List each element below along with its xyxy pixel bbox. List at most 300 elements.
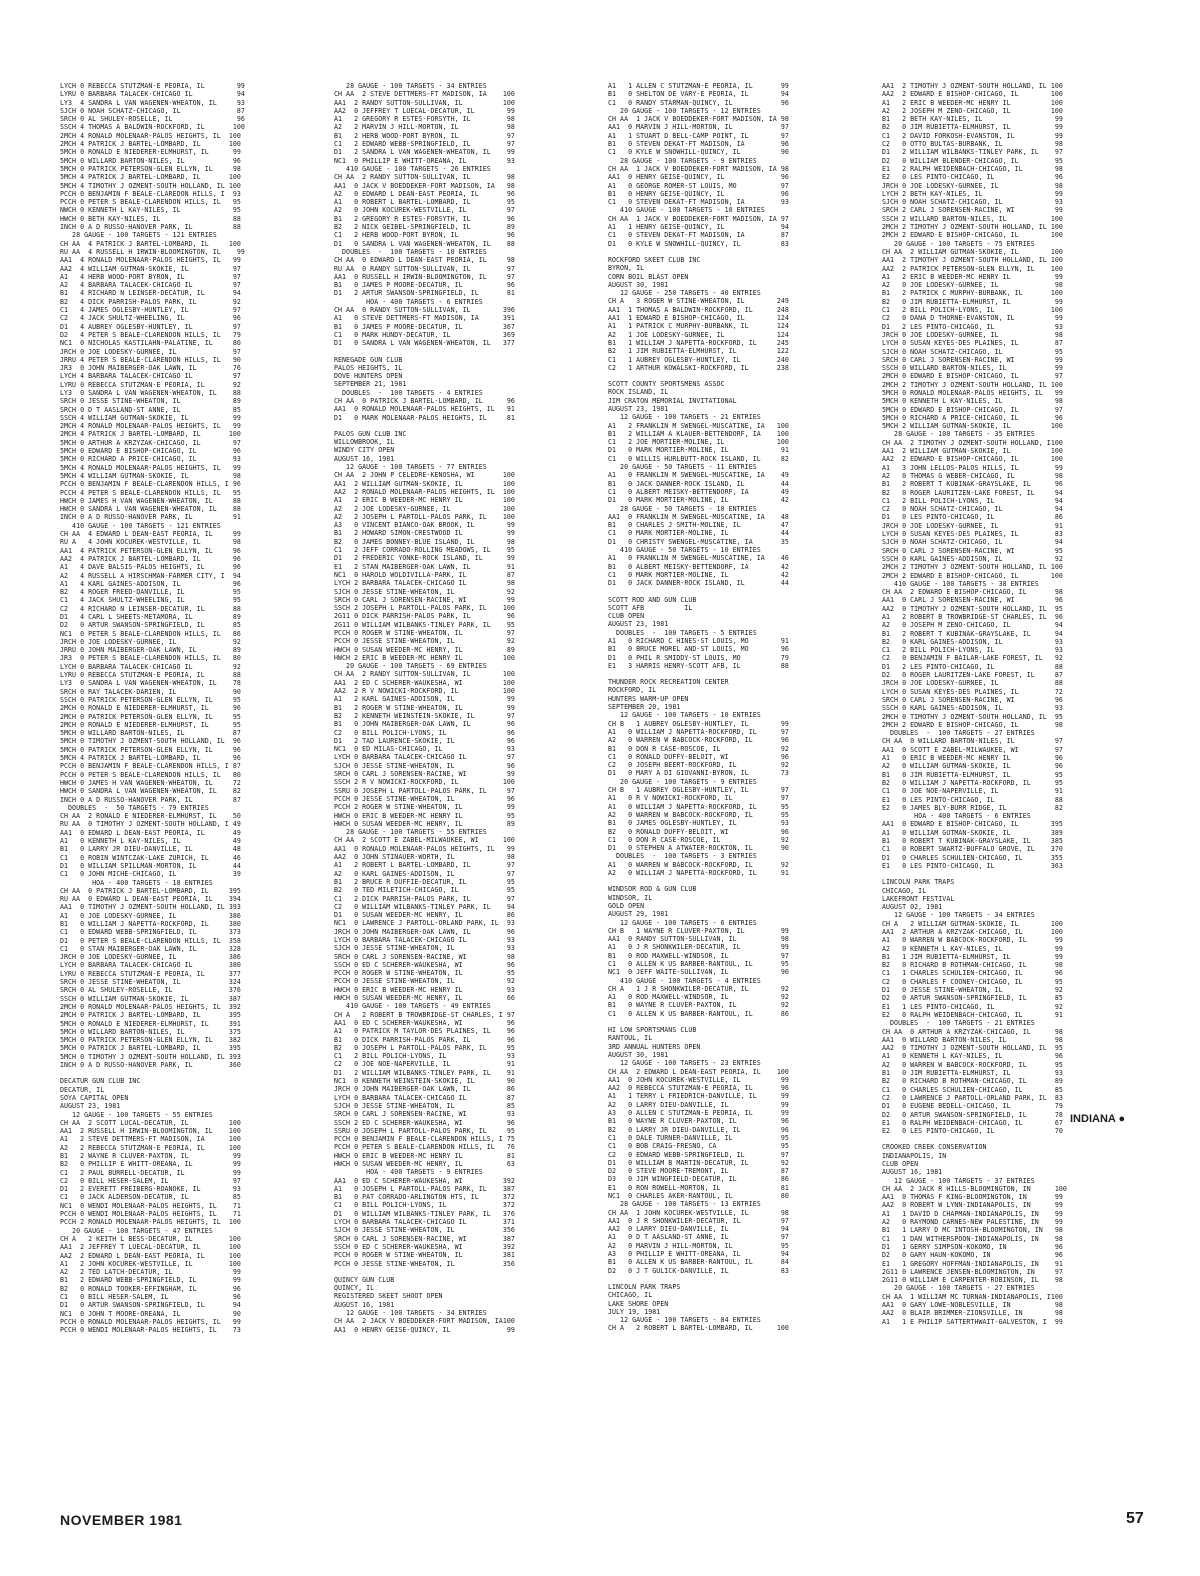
result-line: HUNTERS WARM-UP OPEN xyxy=(608,694,689,703)
result-line: LYCH 0 BARBARA TALACEK-CHICAGO IL 93 xyxy=(334,935,515,944)
result-line: PCCH 0 PETER S BEALE-CLARENDON HILLS, IL 76 xyxy=(334,1143,515,1152)
result-line: DOUBLES - 100 TARGETS - 27 ENTRIES xyxy=(882,729,1035,738)
result-line: INCH 0 A D RUSSO-HANOVER PARK, IL 360 xyxy=(60,1061,241,1070)
result-line: PCCH 2 ROGER W STINE-WHEATON, IL 99 xyxy=(334,803,515,812)
result-line: AA2 2 RONALD MOLENAAR-PALOS HEIGHTS, IL 100 xyxy=(334,487,515,496)
result-line: LY3 0 SANDRA L VAN WAGENEN-WHEATON, IL 88 xyxy=(60,388,241,397)
result-line: WINDY CITY OPEN xyxy=(334,446,395,455)
result-line: AA1 0 THOMAS F KING-BLOOMINGTON, IN 99 xyxy=(882,1193,1063,1202)
result-line: CLUB OPEN xyxy=(608,612,645,621)
result-line: HWCH 0 ERIC B WEEDER-MC HENRY IL 95 xyxy=(334,811,515,820)
result-line: SRCH 0 CARL J SORENSEN-RACINE, WI 96 xyxy=(882,695,1063,704)
result-line: AA2 2 EDWARD E BISHOP-CHICAGO, IL 100 xyxy=(882,455,1063,464)
result-line: E1 0 LES PINTO-CHICAGO, IL 363 xyxy=(882,861,1063,870)
result-line: D1 4 AUBREY OGLESBY-HUNTLEY, IL 97 xyxy=(60,322,241,331)
result-line: 5MCH 4 TIMOTHY J OZMENT-SOUTH HOLLAND, IL 100 xyxy=(60,181,241,190)
result-line: B1 2 ROBERT T KUBINAK-GRAYSLAKE, IL 96 xyxy=(882,480,1063,489)
result-line: B1 0 ALLEN K US BARBER-RANTOUL, IL 84 xyxy=(608,1258,789,1267)
result-line: B1 0 DICK PARRISH-PALOS PARK, IL 96 xyxy=(334,1035,515,1044)
result-line: SSCH 0 PATRICK PETERSON-GLEN ELLYN, IL 95 xyxy=(60,695,241,704)
result-line: CH A 2 KEITH L BESS-DECATUR, IL 100 xyxy=(60,1234,241,1243)
result-line: 28 GAUGE - 100 TARGETS - 13 ENTRIES xyxy=(608,1200,761,1209)
result-line: A2 2 JOSEPH M ZENO-CHICAGO, IL 100 xyxy=(882,106,1063,115)
result-line: JRRU 4 PETER S BEALE-CLARENDON HILLS, IL 90 xyxy=(60,355,241,364)
result-line: CH AA 0 WILLARD BARTON-NILES, IL 97 xyxy=(882,737,1063,746)
result-line: 5MCH 2 WILLIAM GUTMAN-SKOKIE, IL 100 xyxy=(882,422,1063,431)
result-line: DOUBLES - 100 TARGETS - 4 ENTRIES xyxy=(334,388,483,397)
result-block xyxy=(608,596,872,671)
result-line: AA2 0 TIMOTHY J OZMENT-SOUTH HOLLAND, IL 95 xyxy=(882,604,1063,613)
result-line: SEPTEMBER 21, 1981 xyxy=(334,380,407,389)
result-line: SSCH 2 WILLARD BARTON-NILES, IL 100 xyxy=(882,214,1063,223)
result-line: DOUBLES - 50 TARGETS - 79 ENTRIES xyxy=(60,803,209,812)
result-line: HWCH 0 ERIC B WEEDER-MC HENRY IL 81 xyxy=(334,1151,515,1160)
result-line: PCCH 0 PETER S BEALE-CLARENDON HILLS, IL 95 xyxy=(60,198,241,207)
result-line: SCOTT AFB IL xyxy=(608,603,693,612)
result-line: C1 2 BILL POLICH-LYONS, IL 93 xyxy=(882,646,1063,655)
result-line: CH AA 2 SCOTT E ZABEL-MILWAUKEE, WI 100 xyxy=(334,836,515,845)
result-line: CH AA 2 RONALD E NIEDERER-ELMHURST, IL 50 xyxy=(60,812,241,821)
result-line: CH A 2 WILLIAM GUTMAN-SKOKIE, IL 100 xyxy=(882,919,1063,928)
result-line: JRCH 0 JOE LODESKY-GURNEE, IL 88 xyxy=(882,679,1063,688)
result-line: 2MCH 4 RONALD MOLENAAR-PALOS HEIGHTS, IL 99 xyxy=(60,422,241,431)
result-line: SRCH 0 JESSE STINE-WHEATON, IL 324 xyxy=(60,978,241,987)
result-line: B2 0 RONALD DUFFY-BELOIT, WI 96 xyxy=(608,827,789,836)
result-line: C1 0 JOHN MICHE-CHICAGO, IL 39 xyxy=(60,870,241,879)
result-line: AA1 0 RUSSELL H IRWIN-BLOOMINGTON, IL 97 xyxy=(334,272,515,281)
result-line: 2MCH 0 PATRICK PETERSON-GLEN ELLYN, IL 95 xyxy=(60,712,241,721)
result-line: AA2 4 WILLIAM GUTMAN-SKOKIE, IL 97 xyxy=(60,264,241,273)
result-line: B1 2 ROBERT T KUBINAK-GRAYSLAKE, IL 94 xyxy=(882,629,1063,638)
result-block xyxy=(608,885,872,1018)
result-line: 410 GAUGE - 100 TARGETS - 121 ENTRIES xyxy=(60,521,221,530)
result-line: C1 0 RONALD DUFFY-BELOIT, WI 96 xyxy=(608,752,789,761)
result-line: SRCH 0 CARL J SORENSEN-RACINE, WI 98 xyxy=(334,952,515,961)
result-line: 2MCH 2 EDWARD E BISHOP-CHICAGO, IL 100 xyxy=(882,571,1063,580)
result-line: 410 GAUGE - 100 TARGETS - 38 ENTRIES xyxy=(882,579,1039,588)
result-line: D1 0 KYLE W SNOWHILL-QUINCY, IL 83 xyxy=(608,239,789,248)
result-line: 28 GAUGE - 100 TARGETS - 9 ENTRIES xyxy=(608,156,757,165)
result-line: D1 0 MARK MOLENAAR-PALOS HEIGHTS, IL 81 xyxy=(334,413,515,422)
result-line: C1 2 EDWARD WEBB-SPRINGFIELD, IL 97 xyxy=(334,140,515,149)
result-line: D1 0 STEPHEN A ATWATER-ROCKTON, IL 90 xyxy=(608,844,789,853)
result-line: A1 2 GREGORY R ESTES-FORSYTH, IL 98 xyxy=(334,115,515,124)
result-line: C2 0 WILLIAM WILBANKS-TINLEY PARK, IL 94 xyxy=(334,902,515,911)
result-line: CH AA 1 JOHN KOCUREK-WESTVILLE, IL 98 xyxy=(608,1208,789,1217)
result-line: D3 0 JIM WINGFIELD-DECATUR, IL 86 xyxy=(608,1175,789,1184)
result-line: LYRU 0 REBECCA STUTZMAN-E PEORIA, IL 92 xyxy=(60,380,241,389)
result-line: A1 0 R V NOWICKI-ROCKFORD, IL 97 xyxy=(608,794,789,803)
result-line: SJCH 0 JESSE STINE-WHEATON, IL 96 xyxy=(334,761,515,770)
result-line: B1 2 BETH KAY-NILES, IL 99 xyxy=(882,115,1063,124)
result-line: 20 GAUGE - 100 TARGETS - 69 ENTRIES xyxy=(334,662,487,671)
state-section-tag: INDIANA ● xyxy=(1070,1113,1126,1125)
result-line: 20 GAUGE - 100 TARGETS - 27 ENTRIES xyxy=(882,1284,1035,1293)
result-line: AA2 2 EDWARD E BISHOP-CHICAGO, IL 100 xyxy=(882,90,1063,99)
result-line: CH AA 2 EDWARD L DEAN-EAST PEORIA, IL 100 xyxy=(608,1067,789,1076)
result-line: D2 0 ARTUR SWANSON-SPRINGFIELD, IL 78 xyxy=(882,1110,1063,1119)
result-line: JRCH 0 JOE LODESKY-GURNEE, IL 91 xyxy=(882,521,1063,530)
result-block xyxy=(608,1283,872,1333)
result-line: AA1 0 TIMOTHY J OZMENT-SOUTH HOLLAND, IL 393 xyxy=(60,903,241,912)
result-line: C1 0 STEVEN DEKAT-FT MADISON, IA 87 xyxy=(608,231,789,240)
result-line: E1 2 RALPH WEIDENBACH-CHICAGO, IL 98 xyxy=(882,164,1063,173)
result-line: B2 0 PHILLIP E WHITT-OREANA, IL 99 xyxy=(60,1160,241,1169)
result-line: 12 GAUGE - 100 TARGETS - 34 ENTRIES xyxy=(882,911,1035,920)
result-line: SSCH 0 ED C SCHERER-WAUKESHA, WI 392 xyxy=(334,1242,515,1251)
result-line: SJCH 0 JESSE STINE-WHEATON, IL 92 xyxy=(334,587,515,596)
result-line: 2MCH 2 EDWARD E BISHOP-CHICAGO, IL 98 xyxy=(882,720,1063,729)
result-line: AA1 0 CARL J SORENSEN-RACINE, WI 96 xyxy=(882,596,1063,605)
result-line: B2 0 JOSEPH L PARTOLL-PALOS PARK, IL 95 xyxy=(334,1043,515,1052)
result-line: D2 0 J T GULICK-DANVILLE, IL 83 xyxy=(608,1266,789,1275)
result-line: D1 0 WILLIAM WILBANKS-TINLEY PARK, IL 376 xyxy=(334,1209,515,1218)
result-line: C1 4 JACK SHULTZ-WHEELING, IL 95 xyxy=(60,596,241,605)
result-line: A2 0 WARREN W BABCOCK-ROCKFORD, IL 96 xyxy=(608,736,789,745)
result-line: HOA - 400 TARGETS - 6 ENTRIES xyxy=(882,812,1031,821)
result-line: NC1 0 ED MILAS-CHICAGO, IL 93 xyxy=(334,745,515,754)
result-line: B2 0 JIM RUBIETTA-ELMHURST, IL 99 xyxy=(882,123,1063,132)
result-line: C1 0 BOB CRAIG-FRESNO, CA 95 xyxy=(608,1142,789,1151)
result-line: AUGUST 16, 1981 xyxy=(334,1300,395,1309)
result-line: 12 GAUGE - 250 TARGETS - 40 ENTRIES xyxy=(608,289,761,298)
result-line: D1 0 CHRISTY SWENGEL-MUSCATINE, IA 35 xyxy=(608,537,789,546)
result-line: AA1 0 HENRY GEISE-QUINCY, IL 96 xyxy=(608,173,789,182)
result-line: B1 2 WAYNE R CLUVER-PAXTON, IL 99 xyxy=(60,1152,241,1160)
result-line: C1 0 MARK MORTIER-MOLINE, IL 44 xyxy=(608,529,789,538)
result-line: 5MCH 0 RONALD E NIEDERER-ELMHURST, IL 99 xyxy=(60,148,241,157)
result-line: 3RD ANNUAL HUNTERS OPEN xyxy=(608,1042,701,1051)
result-line: SRCH 0 CARL J SORENSEN-RACINE, WI 387 xyxy=(334,1234,515,1243)
result-line: AA1 2 RUSSELL H IRWIN-BLOOMINGTON, IL 100 xyxy=(60,1127,241,1136)
result-line: B1 0 HENRY GEISE-QUINCY, IL 96 xyxy=(608,189,789,198)
result-line: B1 0 JOHN MAIBERGER-OAK LAWN, IL 96 xyxy=(334,720,515,729)
result-line: AA1 0 RONALD MOLENAAR-PALOS HEIGHTS, IL 99 xyxy=(334,844,515,853)
result-line: PCCH 0 BENJAMIN F BEALE-CLARENDON HILLS, I 87 xyxy=(60,762,241,771)
result-line: AA1 2 ARTHUR A KRZYZAK-CHICAGO, IL 100 xyxy=(882,927,1063,936)
result-line: C1 0 KYLE W SNOWHILL-QUINCY, IL 90 xyxy=(608,148,789,157)
result-line: PCCH 0 JESSE STINE-WHEATON, IL 92 xyxy=(334,977,515,986)
result-line: NC1 0 WENDI MOLENAAR-PALOS HEIGHTS, IL 71 xyxy=(60,1201,241,1210)
result-line: A2 0 THOMAS G WEBER-CHICAGO, IL 98 xyxy=(882,471,1063,480)
result-line: B1 4 RICHARD N LEINSER-DECATUR, IL 94 xyxy=(60,289,241,298)
result-line: B1 0 PAT CORRADO-ARLINGTON HTS, IL 372 xyxy=(334,1193,515,1202)
result-line: 2G11 0 WILLIAM E CARPENTER-ROBINSON, IL 98 xyxy=(882,1276,1063,1285)
result-line: A2 0 EDWARD L DEAN-EAST PEORIA, IL 96 xyxy=(334,189,515,198)
result-line: D1 0 LES PINTO-CHICAGO, IL 86 xyxy=(882,513,1063,522)
result-line: D1 2 EVERETT FREIBERG-ROANOKE, IL 93 xyxy=(60,1185,241,1194)
result-line: A1 0 JOE LODESKY-GURNEE, IL 386 xyxy=(60,911,241,920)
result-line: A1 0 ROBERT L BARTEL-LOMBARD, IL 95 xyxy=(334,198,515,207)
result-line: A1 2 ERIC B WEEDER-MC HENRY IL 99 xyxy=(882,272,1063,281)
result-line: A1 2 KARL GAINES-ADDISON, IL 99 xyxy=(334,695,515,704)
result-line: B1 0 SHELTON DE VARY-E PEORIA, IL 94 xyxy=(608,90,789,99)
result-line: D2 0 STEVE MOORE-TREMONT, IL 87 xyxy=(608,1167,789,1176)
result-line: AA1 2 WILLIAM GUTMAN-SKOKIE, IL 100 xyxy=(882,447,1063,456)
result-line: C2 0 NOAH SCHATZ-CHICAGO, IL 94 xyxy=(882,505,1063,514)
result-line: B1 1 JIM RUBIETTA-ELMHURST, IL 99 xyxy=(882,952,1063,961)
result-line: CH AA 2 RANDY SUTTON-SULLIVAN, IL 98 xyxy=(334,173,515,182)
result-line: A1 0 KENNETH L KAY-NILES, IL 96 xyxy=(882,1052,1063,1061)
result-line: D2 0 GARY HAUN-KOKOMO, IN 96 xyxy=(882,1251,1063,1260)
result-line: B1 2 BRUCE R DUFFIE-DECATUR, IL 95 xyxy=(334,877,515,886)
result-line: C1 2 DAVID FORKOSH-EVANSTON, IL 99 xyxy=(882,131,1063,140)
result-line: 2G11 0 LAWRENCE JENSEN-BLOOMINGTON, IN 97 xyxy=(882,1267,1063,1276)
result-block xyxy=(60,82,324,1069)
result-line: HWCH 0 SUSAN WEEDER-MC HENRY, IL 89 xyxy=(334,819,515,828)
result-line: C1 2 BILL POLICH-LYONS, IL 94 xyxy=(882,496,1063,505)
result-line: 20 GAUGE - 100 TARGETS - 9 ENTRIES xyxy=(608,777,757,786)
result-line: C1 0 STAN MAIBERGER-OAK LAWN, IL 328 xyxy=(60,944,241,953)
result-line: E2 0 LES PINTO-CHICAGO, IL 96 xyxy=(882,173,1063,182)
result-line: SSCH 0 KARL GAINES-ADDISON, IL 93 xyxy=(882,704,1063,713)
result-line: LYCH 0 SUSAN KEYES-DES PLAINES, IL 72 xyxy=(882,687,1063,696)
result-line: C1 2 BILL POLICH-LYONS, IL 93 xyxy=(334,1052,515,1061)
result-line: CH AA 1 JACK V BOEDDEKER-FORT MADISON, IA 97 xyxy=(608,214,789,223)
result-line: QUINCY, IL xyxy=(334,1284,375,1293)
result-line: D1 0 ARTUR SWANSON-SPRINGFIELD, IL 94 xyxy=(60,1301,241,1310)
result-line: B1 0 LARRY JR DIEU-DANVILLE, IL 48 xyxy=(60,845,241,854)
result-line: LYCH 4 BARBARA TALACEK-CHICAGO IL 97 xyxy=(60,372,241,381)
result-line: NC1 0 JEFF WAITE-SULLIVAN, IL 90 xyxy=(608,968,789,977)
result-line: JRCH 0 JOE LODESKY-GURNEE, IL 92 xyxy=(60,637,241,646)
result-line: DOUBLES - 100 TARGETS - 5 ENTRIES xyxy=(608,628,757,637)
result-line: SJCH 0 NOAH SCHATZ-CHICAGO, IL 94 xyxy=(882,538,1063,547)
column-1 xyxy=(60,82,324,1487)
result-line: A2 0 KARL GAINES-ADDISON, IL 97 xyxy=(334,869,515,878)
result-line: 2MCH 4 PATRICK J BARTEL-LOMBARD, IL 100 xyxy=(60,430,241,439)
result-line: A1 1 DAVID D CHAPMAN-INDIANAPOLIS, IN 99 xyxy=(882,1209,1063,1218)
result-line: C2 0 JOE NOE-NAPERVILLE, IL 91 xyxy=(334,1060,515,1069)
result-line: 12 GAUGE - 100 TARGETS - 37 ENTRIES xyxy=(882,1176,1035,1185)
result-line: C1 0 STEVEN DEKAT-FT MADISON, IA 93 xyxy=(608,198,789,207)
result-line: 5MCH 0 PATRICK PETERSON-GLEN ELLYN, IL 382 xyxy=(60,1036,241,1045)
result-line: SSCH 4 WILLIAM GUTMAN-SKOKIE, IL 99 xyxy=(60,413,241,422)
result-line: JIM CRATON MEMORIAL INVITATIONAL xyxy=(608,396,737,405)
result-line: NC1 0 KENNETH WEINSTEIN-SKOKIE, IL 90 xyxy=(334,1077,515,1086)
result-line: C1 0 JACK ALDERSON-DECATUR, IL 85 xyxy=(60,1193,241,1202)
result-line: D2 0 ARTUR SWANSON-SPRINGFIELD, IL 85 xyxy=(882,994,1063,1003)
result-line: A2 0 JOHN KOCUREK-WESTVILLE, IL 97 xyxy=(334,206,515,215)
result-line: D1 0 SUSAN WEEDER-MC HENRY, IL 86 xyxy=(334,911,515,920)
result-line: HWCH 0 ERIC B WEEDER-MC HENRY IL 93 xyxy=(334,985,515,994)
result-line: A1 0 WILLIAM J NAPETTA-ROCKFORD, IL 97 xyxy=(608,727,789,736)
result-line: JRCH 0 JOE LODESKY-GURNEE, IL 386 xyxy=(60,953,241,962)
result-line: E1 0 RON ROWELL-MORTON, IL 81 xyxy=(608,1183,789,1192)
result-line: 12 GAUGE - 100 TARGETS - 10 ENTRIES xyxy=(608,711,761,720)
result-line: AA1 0 MARVIN J HILL-MORTON, IL 97 xyxy=(608,123,789,132)
result-line: AA2 0 ROBERT W LYNN-INDIANAPOLIS, IN 99 xyxy=(882,1201,1063,1210)
result-line: C1 0 MARK HUNDY-DECATUR, IL 369 xyxy=(334,330,515,339)
result-line: NC1 0 PHILLIP E WHITT-OREANA, IL 93 xyxy=(334,156,515,165)
result-line: 410 GAUGE - 100 TARGETS - 10 ENTRIES xyxy=(608,206,765,215)
result-line: B1 2 PATRICK C MURPHY-BURBANK, IL 100 xyxy=(882,289,1063,298)
result-line: CH B 1 AUBREY OGLESBY-HUNTLEY, IL 97 xyxy=(608,786,789,795)
result-line: SRCH 0 AL SHULEY-ROSELLE, IL 96 xyxy=(60,115,245,124)
result-line: D1 0 MARK MORTIER-MOLINE, IL 42 xyxy=(608,496,789,505)
result-line: D1 2 WILLIAM WILBANKS-TINLEY PARK, IL 97 xyxy=(882,148,1063,157)
result-line: A1 2 JOHN KOCUREK-WESTVILLE, IL 100 xyxy=(60,1259,241,1268)
result-line: A2 4 BARBARA TALACEK-CHICAGO IL 97 xyxy=(60,281,241,290)
result-line: AA1 4 PATRICK PETERSON-GLEN ELLYN, IL 96 xyxy=(60,546,241,555)
result-line: C1 0 JOE NOE-NAPERVILLE, IL 91 xyxy=(882,787,1063,796)
result-line: A1 2 FRANKLIN M SWENGEL-MUSCATINE, IA 100 xyxy=(608,421,789,430)
result-line: B2 0 JIM RUBIETTA-ELMHURST, IL 99 xyxy=(882,297,1063,306)
result-line: RU AA 0 EDWARD L DEAN-EAST PEORIA, IL 394 xyxy=(60,895,241,904)
result-line: AA1 2 WILLIAM GUTMAN-SKOKIE, IL 100 xyxy=(334,479,515,488)
result-line: LYCH 2 BARBARA TALACEK-CHICAGO IL 98 xyxy=(334,579,515,588)
result-line: AA1 0 EDWARD L DEAN-EAST PEORIA, IL 49 xyxy=(60,828,241,837)
result-line: B1 0 STEVEN DEKAT-FT MADISON, IA 96 xyxy=(608,140,789,149)
result-block xyxy=(882,82,1146,870)
result-line: 2MCH 0 TIMOTHY J OZMENT-SOUTH HOLLAND, IL 95 xyxy=(882,712,1063,721)
result-line: CH AA 0 EDWARD L DEAN-EAST PEORIA, IL 98 xyxy=(334,256,515,265)
result-line: LYCH 0 SUSAN KEYES-DES PLAINES, IL 87 xyxy=(882,339,1063,348)
result-line: HOA - 400 TARGETS - 6 ENTRIES xyxy=(334,297,483,306)
result-line: AA1 0 RANDY SUTTON-SULLIVAN, IL 98 xyxy=(608,935,789,944)
result-line: AA1 0 SCOTT E ZABEL-MILWAUKEE, WI 97 xyxy=(882,745,1063,754)
result-line: SJCH 0 NOAH SCHATZ-CHICAGO, IL 95 xyxy=(882,347,1063,356)
result-block xyxy=(608,82,872,248)
result-line: CH B 1 AUBREY OGLESBY-HUNTLEY, IL 99 xyxy=(608,719,789,728)
result-line: NC1 0 NICHOLAS KASTILAHN-PALATINE, IL 80 xyxy=(60,339,241,348)
result-line: B1 0 ROBERT T KUBINAK-GRAYSLAKE, IL 385 xyxy=(882,837,1063,846)
result-line: PCCH 0 BENJAMIN F BEALE-CLARENDON HILLS, I 96 xyxy=(60,480,241,489)
result-line: C1 2 HERB WOOD-PORT BYRON, IL 96 xyxy=(334,231,515,240)
result-line: AA1 4 RONALD MOLENAAR-PALOS HEIGHTS, IL 99 xyxy=(60,256,241,265)
result-line: SRCH 0 CARL J SORENSEN-RACINE, WI 99 xyxy=(882,355,1063,364)
result-line: AA2 0 JEFFREY T LUECAL-DECATUR, IL 99 xyxy=(334,106,515,115)
result-line: C1 0 DON R CASE-ROSCOE, IL 92 xyxy=(608,835,789,844)
result-line: AUGUST 23, 1981 xyxy=(60,1102,121,1111)
result-line: HWCH 0 SUSAN WEEDER-MC HENRY, IL 63 xyxy=(334,1160,515,1168)
result-line: AA1 1 EDWARD E BISHOP-CHICAGO, IL 124 xyxy=(608,314,789,323)
result-line: A2 0 WARREN W BABCOCK-ROCKFORD, IL 95 xyxy=(608,810,789,819)
result-line: D1 0 SANDRA L VAN WAGENEN-WHEATON, IL 88 xyxy=(334,239,515,248)
result-line: D1 0 CHARLES SCHULIEN-CHICAGO, IL 355 xyxy=(882,853,1063,862)
result-line: C1 0 ROBERT SWARTZ-BUFFALO GROVE, IL 370 xyxy=(882,845,1063,854)
result-line: 5MCH 0 RONALD E NIEDERER-ELMHURST, IL 391 xyxy=(60,1019,241,1028)
result-line: LYCH 0 BARBARA TALACEK-CHICAGO IL 380 xyxy=(60,961,241,970)
result-line: INCH 0 A D RUSSO-HANOVER PARK, IL 87 xyxy=(60,795,241,804)
result-line: CH AA 2 TIMOTHY J OZMENT-SOUTH HOLLAND, I100 xyxy=(882,438,1063,447)
result-line: 5MCH 0 KENNETH L KAY-NILES, IL 98 xyxy=(882,397,1063,406)
result-line: C1 0 RANDY STARMAN-QUINCY, IL 96 xyxy=(608,98,789,107)
result-line: AA1 2 TIMOTHY J OZMENT-SOUTH HOLLAND, IL 100 xyxy=(882,256,1063,265)
result-line: HWCH 0 SUSAN WEEDER-MC HENRY, IL 89 xyxy=(334,645,515,654)
result-line: 2MCH 2 TIMOTHY J OZMENT-SOUTH HOLLAND, IL 100 xyxy=(882,563,1063,572)
result-line: JRRU 0 JOHN MAIBERGER-OAK LAWN, IL 89 xyxy=(60,646,241,655)
result-line: 2MCH 0 RONALD MOLENAAR-PALOS HEIGHTS, IL 392 xyxy=(60,1002,241,1011)
result-line: 410 GAUGE - 100 TARGETS - 49 ENTRIES xyxy=(334,1002,491,1011)
result-line: B1 1 WILLIAM J NAPETTA-ROCKFORD, IL 245 xyxy=(608,338,789,347)
result-line: DOVE HUNTERS OPEN xyxy=(334,372,403,381)
result-line: AA1 0 WILLARD BARTON-NILES, IL 98 xyxy=(882,1035,1063,1044)
result-line: AA2 2 PATRICK PETERSON-GLEN ELLYN, IL 100 xyxy=(882,264,1063,273)
result-block xyxy=(334,430,598,1268)
result-line: A3 0 PHILLIP E WHITT-OREANA, IL 94 xyxy=(608,1250,789,1259)
result-line: ROCKFORD, IL xyxy=(608,686,657,695)
result-line: D1 0 JACK DANNER-ROCK ISLAND, IL 44 xyxy=(608,579,789,588)
result-line: B1 0 JAMES OGLESBY-HUNTLEY, IL 93 xyxy=(608,819,789,828)
result-line: A2 2 MARVIN J HILL-MORTON, IL 98 xyxy=(334,123,515,132)
result-line: C2 0 JOSEPH BEERT-ROCKFORD, IL 92 xyxy=(608,761,789,770)
result-line: SRCH 0 CARL J SORENSEN-RACINE, WI 99 xyxy=(334,595,515,604)
result-line: C1 0 BILL POLICH-LYONS, IL 372 xyxy=(334,1201,515,1210)
result-line: B1 0 WAYNE R CLUVER-PAXTON, IL 96 xyxy=(608,1117,789,1126)
result-line: D1 2 ARTUR SWANSON-SPRINGFIELD, IL 81 xyxy=(334,289,515,298)
result-line: HI LOW SPORTSMANS CLUB xyxy=(608,1026,697,1035)
result-line: AA2 0 LARRY DIEU-DANVILLE, IL 94 xyxy=(608,1225,789,1234)
result-line: A1 0 RICHARD C HINES-ST LOUIS, MO 91 xyxy=(608,637,789,645)
result-line: INCH 0 A D RUSSO-HANOVER PARK, IL 88 xyxy=(60,223,241,232)
result-line: B2 2 KENNETH WEINSTEIN-SKOKIE, IL 97 xyxy=(334,711,515,720)
result-line: A1 4 DAVE BALSIS-PALOS HEIGHTS, IL 96 xyxy=(60,563,241,572)
result-line: B1 2 HERB WOOD-PORT BYRON, IL 97 xyxy=(334,131,515,140)
result-line: CH AA 4 EDWARD L DEAN-EAST PEORIA, IL 99 xyxy=(60,530,241,539)
result-line: B1 0 BRUCE MOREL AND-ST LOUIS, MO 96 xyxy=(608,645,789,654)
result-line: NC1 0 PETER S BEALE-CLARENDON HILLS, IL 86 xyxy=(60,629,241,638)
result-block xyxy=(882,1143,1146,1326)
result-line: HWCH 0 JAMES H VAN WAGENEN-WHEATON, IL 72 xyxy=(60,778,241,787)
result-block xyxy=(334,356,598,422)
result-line: D1 0 MARY A DI GIOVANNI-BYRON, IL 73 xyxy=(608,769,789,778)
result-line: C1 0 ALBERT MEISKY-BETTENDORF, IA 49 xyxy=(608,487,789,496)
result-line: B1 2 GREGORY R ESTES-FORSYTH, IL 96 xyxy=(334,214,515,223)
result-line: A3 0 VINCENT BIANCO-OAK BROOK, IL 99 xyxy=(334,521,515,530)
result-line: RU A 4 JOHN KOCUREK-WESTVILLE, IL 98 xyxy=(60,538,241,547)
result-line: DOUBLES - 100 TARGETS - 10 ENTRIES xyxy=(334,247,487,256)
result-line: A1 0 STEVE DETTMERS-FT MADISON, IA 391 xyxy=(334,314,515,323)
result-line: SRCH 0 D T AASLAND-ST ANNE, IL 85 xyxy=(60,405,241,414)
result-line: E1 1 GREGORY HOFFMAN-INDIANAPOLIS, IN 91 xyxy=(882,1259,1063,1268)
result-line: CH AA 2 WILLIAM GUTMAN-SKOKIE, IL 100 xyxy=(882,247,1063,256)
result-line: JRCH 0 JOE LODESKY-GURNEE, IL 97 xyxy=(60,347,241,356)
result-line: CH AA 2 RANDY SUTTON-SULLIVAN, IL 100 xyxy=(334,670,515,679)
result-line: D1 2 WILLIAM WILBANKS-TINLEY PARK, IL 91 xyxy=(334,1068,515,1077)
result-line: 5MCH 4 WILLIAM GUTMAN-SKOKIE, IL 98 xyxy=(60,471,241,480)
issue-date: NOVEMBER 1981 xyxy=(60,1512,183,1528)
result-line: C2 1 ARTHUR KOWALSKI-ROCKFORD, IL 238 xyxy=(608,363,789,372)
result-line: SSCH 0 KARL GAINES-ADDISON, IL 92 xyxy=(882,554,1063,563)
result-line: C2 0 BILL POLICH-LYONS, IL 96 xyxy=(334,728,515,737)
result-line: 2G11 0 WILLIAM WILBANKS-TINLEY PARK, IL 95 xyxy=(334,620,515,629)
result-line: C1 1 DAN WITHERSPOON-INDIANAPOLIS, IN 98 xyxy=(882,1234,1063,1243)
result-line: C1 4 JAMES OGLESBY-HUNTLEY, IL 97 xyxy=(60,306,241,315)
result-line: 5MCH 4 PATRICK J BARTEL-LOMBARD, IL 96 xyxy=(60,754,241,763)
result-line: PCCH 0 BENJAMIN F BEALE-CLARENDON HILLS, I 75 xyxy=(334,1135,515,1144)
result-line: 2MCH 2 EDWARD E BISHOP-CHICAGO, IL 100 xyxy=(882,231,1063,240)
result-line: LYRU 0 REBECCA STUTZMAN-E PEORIA, IL 88 xyxy=(60,671,241,680)
result-line: SJCH 0 JESSE STINE-WHEATON, IL 85 xyxy=(334,1101,515,1110)
result-line: D1 0 MARK MORTIER-MOLINE, IL 91 xyxy=(608,446,789,455)
result-block xyxy=(882,878,1146,1135)
result-line: 2MCH 4 PATRICK J BARTEL-LOMBARD, IL 100 xyxy=(60,140,241,149)
result-line: WINDSOR ROD & GUN CLUB xyxy=(608,885,697,894)
result-line: AA1 0 GARY LOWE-NOBLESVILLE, IN 98 xyxy=(882,1301,1063,1310)
result-line: QUINCY GUN CLUB xyxy=(334,1275,395,1284)
result-line: A1 0 ERIC B WEEDER-MC HENRY IL 96 xyxy=(882,754,1063,763)
result-line: 2MCH 0 RONALD E NIEDERER-ELMHURST, IL 95 xyxy=(60,720,241,729)
result-line: ROCK ISLAND, IL xyxy=(608,388,669,397)
result-line: AUGUST 29, 1981 xyxy=(608,910,669,919)
result-block xyxy=(334,82,598,348)
result-line: A2 1 JOE LODESKY-GURNEE, IL 124 xyxy=(608,330,789,339)
result-line: SSRU 0 JOSEPH L PARTOLL-PALOS PARK, IL 95 xyxy=(334,1126,515,1135)
result-line: AUGUST 23, 1981 xyxy=(608,404,669,413)
result-line: LYCH 0 REBECCA STUTZMAN-E PEORIA, IL 99 xyxy=(60,82,245,90)
result-line: AA1 1 THOMAS A BALDWIN-ROCKFORD, IL 248 xyxy=(608,305,789,314)
